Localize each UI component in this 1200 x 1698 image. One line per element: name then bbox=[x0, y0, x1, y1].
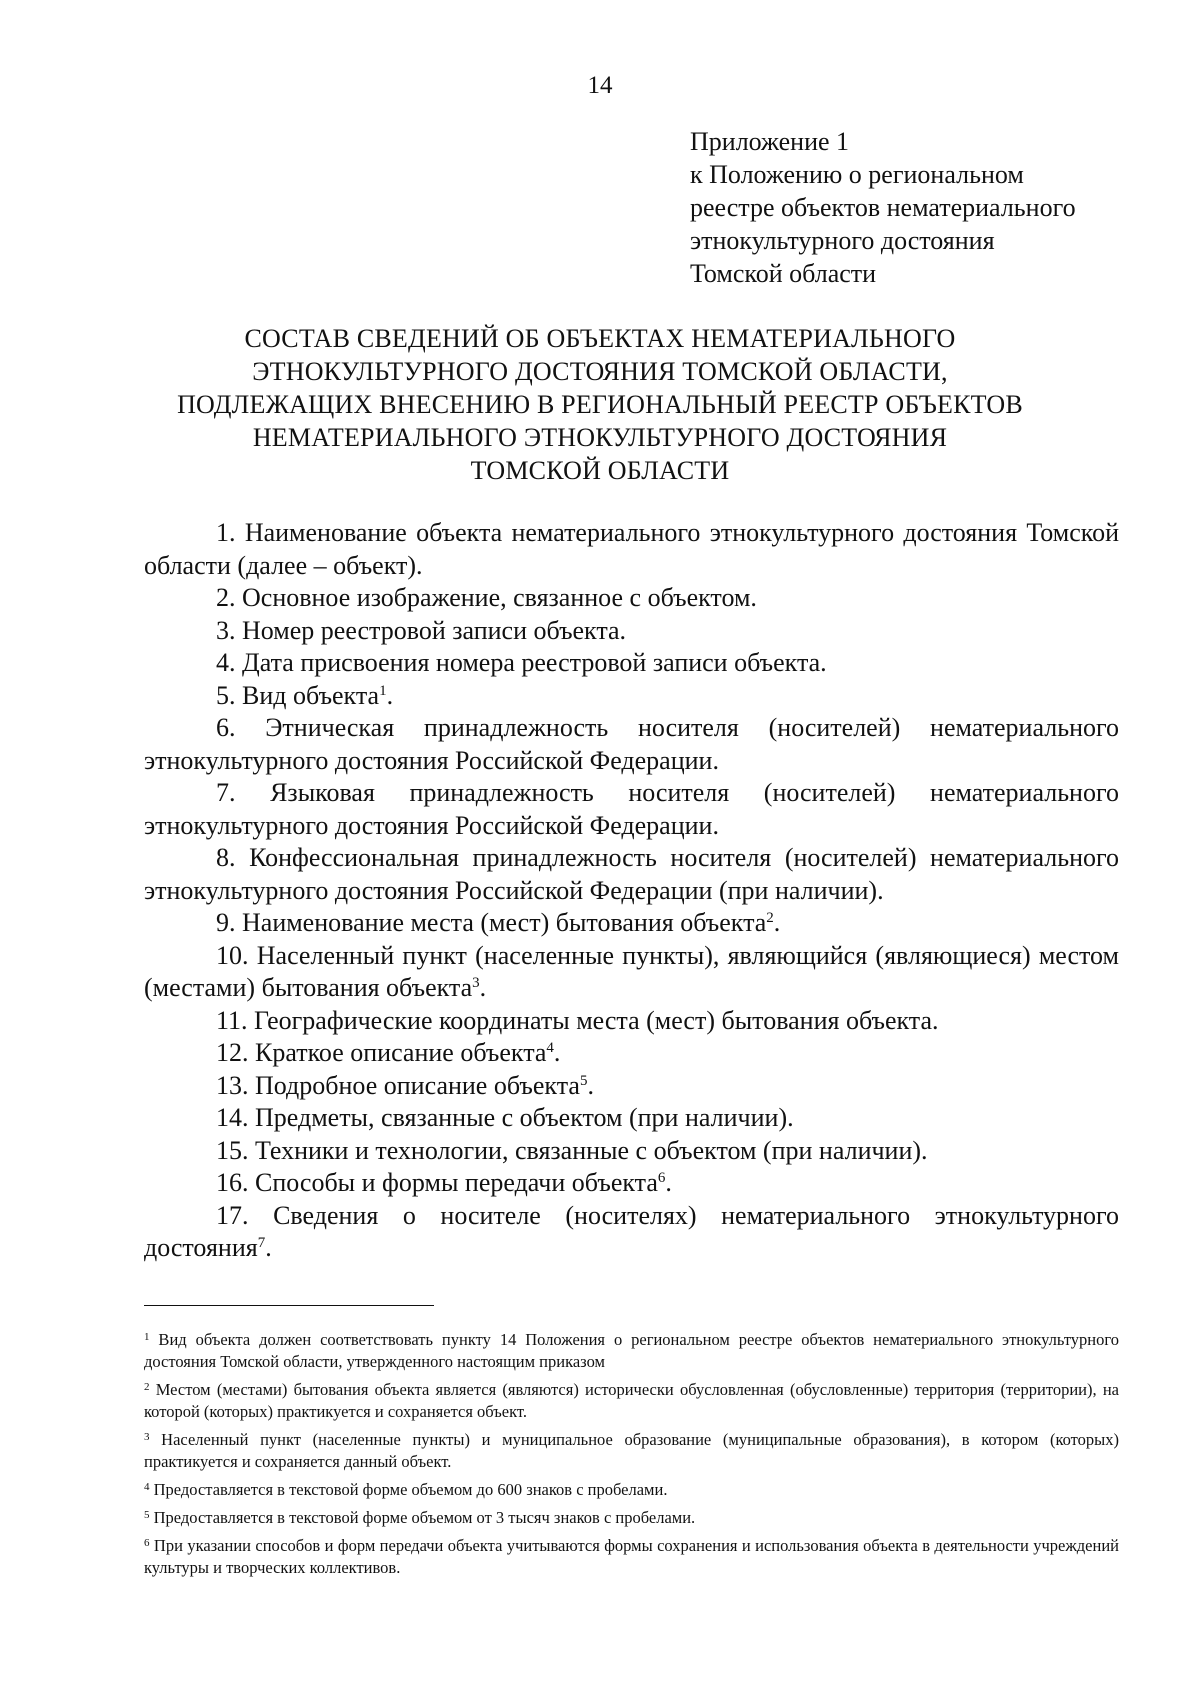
item-text: Способы и формы передачи объекта bbox=[255, 1168, 658, 1197]
appendix-line: Томской области bbox=[690, 259, 877, 288]
item-text: Предметы, связанные с объектом (при наличии). bbox=[255, 1103, 794, 1132]
item-number: 12. bbox=[216, 1038, 255, 1067]
item-text: Номер реестровой записи объекта. bbox=[242, 615, 627, 645]
list-item bbox=[144, 907, 1119, 940]
footnote-text: Предоставляется в текстовой форме объемом до 600 знаков с пробелами. bbox=[149, 1480, 668, 1499]
footnote bbox=[144, 1535, 1119, 1579]
item-text: Наименование места (мест) бытования объекта bbox=[242, 908, 767, 937]
list-item bbox=[144, 777, 1119, 842]
footnote-mark: 4 bbox=[144, 1481, 150, 1493]
list-item bbox=[144, 680, 1119, 713]
item-text: Конфессиональная принадлежность носителя (носителей) нематериального этнокультурного достояния Российской Федерации (при наличии). bbox=[144, 843, 1119, 905]
footnote-mark: 6 bbox=[144, 1537, 150, 1549]
title-line: ТОМСКОЙ ОБЛАСТИ bbox=[470, 456, 730, 485]
item-punctuation: . bbox=[773, 908, 781, 937]
item-number: 14. bbox=[216, 1103, 255, 1132]
item-text: Населенный пункт (населенные пункты), являющийся (являющиеся) местом (местами) бытования объекта bbox=[144, 940, 1119, 1002]
item-number: 1. bbox=[216, 518, 245, 547]
footnote-reference[interactable]: 4 bbox=[546, 1040, 554, 1056]
footnote-reference[interactable]: 2 bbox=[766, 910, 774, 926]
item-number: 5. bbox=[216, 680, 242, 710]
item-number: 3. bbox=[216, 615, 242, 645]
appendix-header bbox=[690, 125, 1170, 290]
list-item bbox=[144, 1070, 1119, 1103]
title-line: СОСТАВ СВЕДЕНИЙ ОБ ОБЪЕКТАХ НЕМАТЕРИАЛЬНОГО bbox=[244, 324, 956, 353]
footnote-reference[interactable]: 7 bbox=[257, 1235, 266, 1251]
item-number: 13. bbox=[216, 1070, 255, 1100]
footnote-text: Населенный пункт (населенные пункты) и муниципальное образование (муниципальные образования), в котором (которых) практикуется и сохраняется данный объект. bbox=[144, 1430, 1119, 1471]
item-text: Вид объекта bbox=[242, 680, 380, 710]
footnote-mark: 2 bbox=[144, 1381, 150, 1393]
footnote-mark: 5 bbox=[144, 1509, 150, 1521]
list-item bbox=[144, 1037, 1119, 1070]
title-line: НЕМАТЕРИАЛЬНОГО ЭТНОКУЛЬТУРНОГО ДОСТОЯНИЯ bbox=[252, 423, 948, 452]
footnote-reference[interactable]: 6 bbox=[657, 1170, 666, 1186]
item-text: Языковая принадлежность носителя (носителей) нематериального этнокультурного достояния Российской Федерации. bbox=[144, 778, 1119, 840]
list-item bbox=[144, 712, 1119, 777]
item-number: 17. bbox=[216, 1200, 274, 1230]
item-text: Подробное описание объекта bbox=[255, 1070, 580, 1100]
list-item bbox=[144, 615, 1119, 648]
footnote-mark: 1 bbox=[144, 1331, 150, 1343]
appendix-line: этнокультурного достояния bbox=[690, 226, 995, 255]
footnote-reference[interactable]: 3 bbox=[472, 975, 480, 991]
appendix-line: к Положению о региональном bbox=[690, 160, 1024, 189]
footnote-reference[interactable]: 5 bbox=[579, 1072, 588, 1089]
footnote-text: Вид объекта должен соответствовать пункту 14 Положения о региональном реестре объектов нематериального этнокультурного достояния Томской области, утвержденного настоящим приказом bbox=[144, 1330, 1119, 1371]
item-number: 15. bbox=[216, 1135, 255, 1165]
footnotes bbox=[144, 1329, 1119, 1585]
item-number: 8. bbox=[216, 843, 250, 872]
page-number: 14 bbox=[587, 72, 613, 99]
item-number: 11. bbox=[216, 1005, 255, 1035]
footnote-separator bbox=[144, 1305, 434, 1306]
list-item bbox=[144, 1167, 1119, 1200]
title-line: ЭТНОКУЛЬТУРНОГО ДОСТОЯНИЯ ТОМСКОЙ ОБЛАСТИ, bbox=[252, 357, 948, 386]
footnote bbox=[144, 1379, 1119, 1423]
list-item bbox=[144, 842, 1119, 907]
footnote-mark: 3 bbox=[144, 1431, 150, 1443]
footnote-text: Предоставляется в текстовой форме объемом от 3 тысяч знаков с пробелами. bbox=[149, 1508, 696, 1527]
item-text: Этническая принадлежность носителя (носителей) нематериального этнокультурного достояния Российской Федерации. bbox=[144, 713, 1119, 775]
footnote-text: Местом (местами) бытования объекта является (являются) исторически обусловленная (обусловленные) территория (территории), на которой (которых) практикуется и сохраняется объект. bbox=[144, 1380, 1119, 1421]
document-title bbox=[130, 322, 1070, 487]
item-text: Дата присвоения номера реестровой записи объекта. bbox=[242, 648, 827, 677]
list-item bbox=[144, 1200, 1119, 1265]
footnote bbox=[144, 1479, 1119, 1501]
item-text: Краткое описание объекта bbox=[255, 1038, 547, 1067]
item-number: 9. bbox=[216, 908, 242, 937]
item-number: 10. bbox=[216, 940, 257, 970]
list-item bbox=[144, 940, 1119, 1005]
item-punctuation: . bbox=[587, 1070, 594, 1100]
list-item bbox=[144, 1102, 1119, 1135]
item-text: Наименование объекта нематериального этнокультурного достояния Томской области (далее – объект). bbox=[144, 518, 1120, 580]
list-item bbox=[144, 647, 1119, 680]
item-punctuation: . bbox=[479, 973, 487, 1002]
footnote bbox=[144, 1507, 1119, 1529]
footnote-reference[interactable]: 1 bbox=[379, 682, 387, 699]
appendix-line: реестре объектов нематериального bbox=[690, 193, 1076, 222]
item-text: Сведения о носителе (носителях) нематериального этнокультурного достояния bbox=[144, 1200, 1119, 1262]
list-item bbox=[144, 517, 1119, 582]
information-items-list bbox=[144, 517, 1119, 1265]
title-line: ПОДЛЕЖАЩИХ ВНЕСЕНИЮ В РЕГИОНАЛЬНЫЙ РЕЕСТР ОБЪЕКТОВ bbox=[177, 390, 1023, 419]
list-item bbox=[144, 1135, 1119, 1168]
footnote-text: При указании способов и форм передачи объекта учитываются формы сохранения и использования объекта в деятельности учреждений культуры и творческих коллективов. bbox=[144, 1536, 1119, 1577]
item-text: Техники и технологии, связанные с объектом (при наличии). bbox=[255, 1135, 928, 1165]
list-item bbox=[144, 582, 1119, 615]
item-punctuation: . bbox=[553, 1038, 561, 1067]
item-text: Географические координаты места (мест) бытования объекта. bbox=[254, 1005, 939, 1035]
appendix-line: Приложение 1 bbox=[690, 127, 850, 156]
item-text: Основное изображение, связанное с объектом. bbox=[242, 583, 757, 612]
item-punctuation: . bbox=[265, 1233, 272, 1262]
item-number: 4. bbox=[216, 648, 242, 677]
item-number: 2. bbox=[216, 583, 242, 612]
list-item bbox=[144, 1005, 1119, 1038]
footnote bbox=[144, 1329, 1119, 1373]
item-number: 7. bbox=[216, 778, 271, 807]
item-number: 16. bbox=[216, 1168, 255, 1197]
item-punctuation: . bbox=[665, 1168, 672, 1197]
item-number: 6. bbox=[216, 713, 266, 742]
item-punctuation: . bbox=[386, 680, 394, 710]
footnote bbox=[144, 1429, 1119, 1473]
